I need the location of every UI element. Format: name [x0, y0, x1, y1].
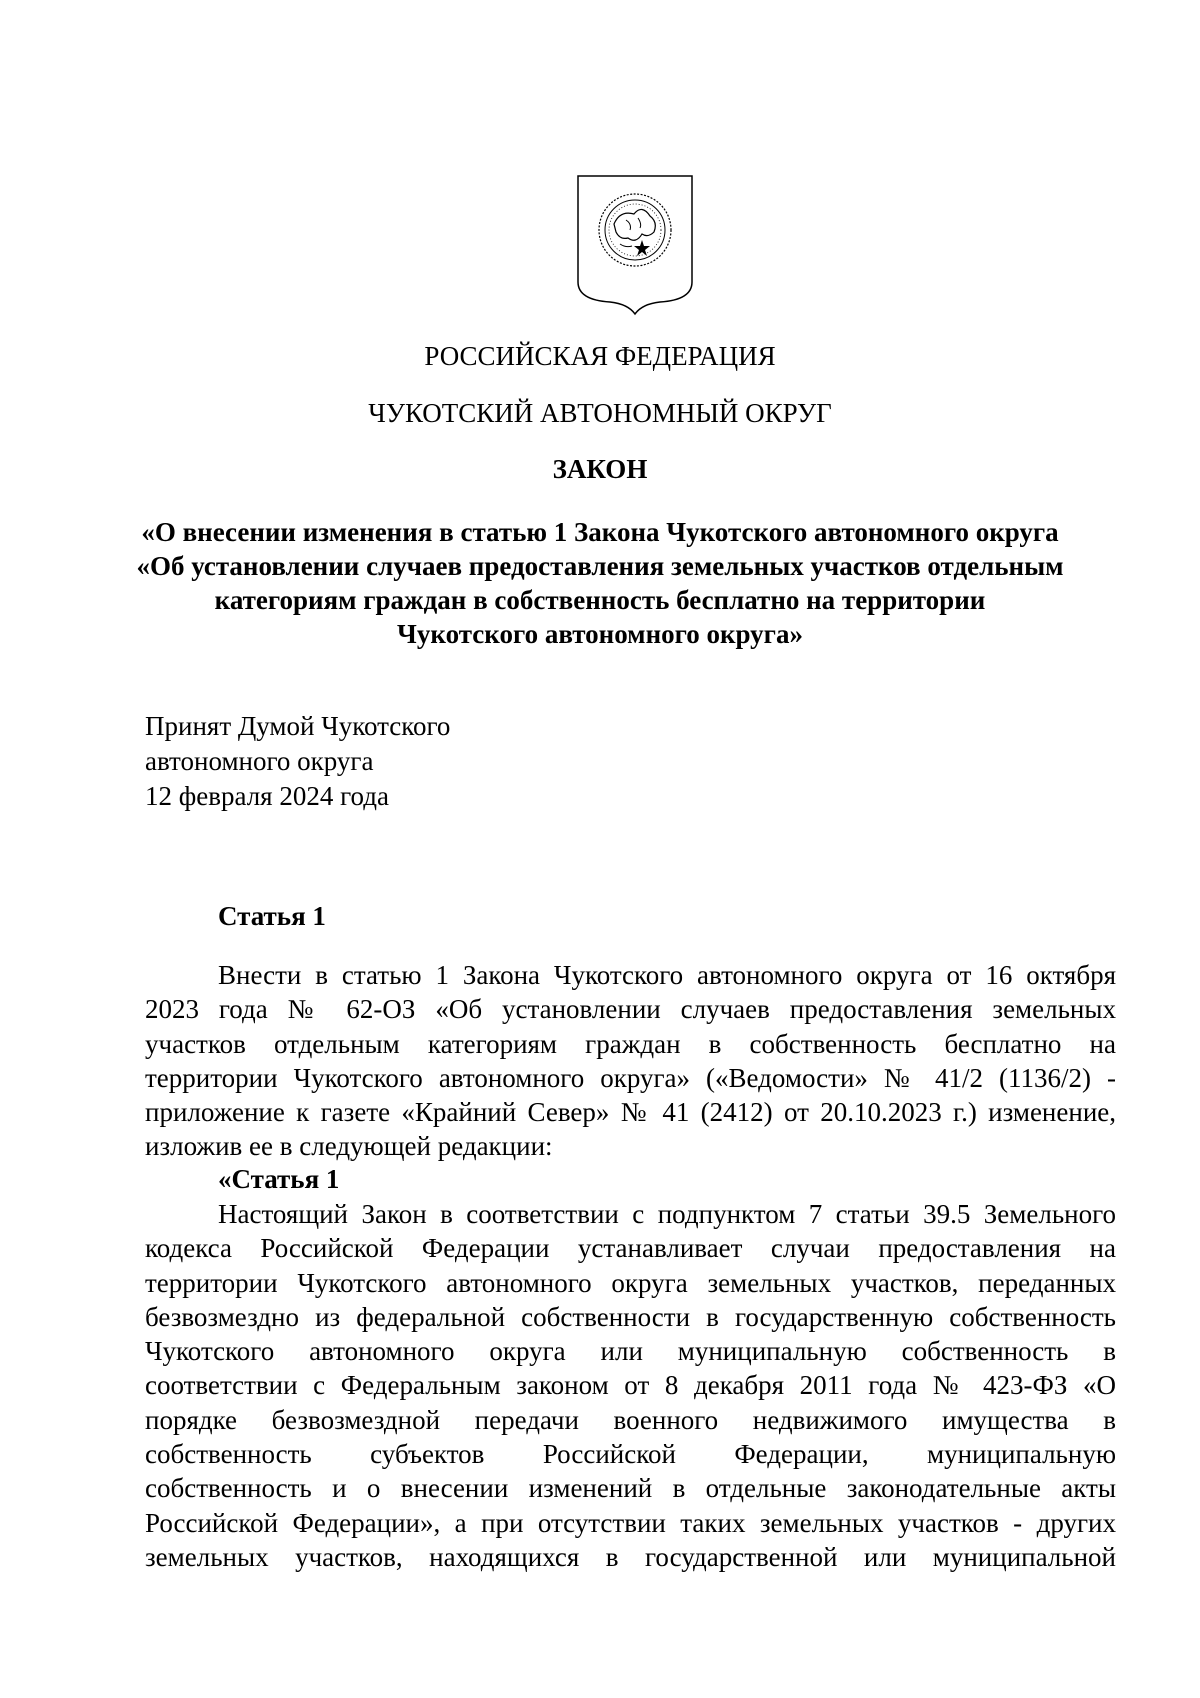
adoption-line: Принят Думой Чукотского — [145, 711, 451, 741]
paragraph-line: порядке безвозмездной передачи военного недвижимого имущества в — [145, 1404, 1116, 1435]
paragraph-line: Российской Федерации», а при отсутствии таких земельных участков - других — [145, 1507, 1116, 1538]
law-title — [100, 515, 1100, 651]
adoption-line: автономного округа — [145, 746, 374, 776]
document-type: ЗАКОН — [552, 454, 648, 484]
law-title-line: Чукотского автономного округа» — [397, 619, 803, 649]
law-title-line: «О внесении изменения в статью 1 Закона Чукотского автономного округа — [141, 517, 1059, 547]
paragraph-line: Чукотского автономного округа или муниципальную собственность в — [145, 1336, 1116, 1367]
paragraph-line: собственность субъектов Российской Федерации, муниципальную — [145, 1439, 1116, 1470]
paragraph-line: территории Чукотского автономного округа земельных участков, переданных — [145, 1267, 1116, 1298]
coat-of-arms-emblem — [576, 174, 694, 316]
paragraph-line: изложив ее в следующей редакции: — [145, 1131, 553, 1162]
paragraph-line: Настоящий Закон в соответствии с подпунктом 7 статьи 39.5 Земельного — [218, 1199, 1116, 1229]
quoted-article-paragraph — [145, 1197, 1116, 1574]
paragraph-line: 2023 года № 62-ОЗ «Об установлении случаев предоставления земельных — [145, 994, 1116, 1025]
paragraph-line: приложение к газете «Крайний Север» № 41 (2412) от 20.10.2023 г.) изменение, — [145, 1097, 1116, 1128]
region-title: ЧУКОТСКИЙ АВТОНОМНЫЙ ОКРУГ — [368, 398, 832, 428]
paragraph-line: земельных участков, находящихся в государственной или муниципальной — [145, 1541, 1116, 1572]
quoted-article-heading: «Статья 1 — [218, 1164, 340, 1194]
article-heading: Статья 1 — [218, 901, 326, 931]
paragraph-line: территории Чукотского автономного округа» («Ведомости» № 41/2 (1136/2) - — [145, 1062, 1116, 1093]
law-title-line: «Об установлении случаев предоставления земельных участков отдельным — [136, 551, 1064, 581]
federation-title: РОССИЙСКАЯ ФЕДЕРАЦИЯ — [424, 341, 776, 371]
paragraph-line: собственность и о внесении изменений в отдельные законодательные акты — [145, 1473, 1116, 1504]
adoption-date: 12 февраля 2024 года — [145, 781, 389, 811]
paragraph-line: Внести в статью 1 Закона Чукотского автономного округа от 16 октября — [218, 960, 1116, 990]
article-paragraph — [145, 958, 1116, 1164]
paragraph-line: соответствии с Федеральным законом от 8 декабря 2011 года № 423-ФЗ «О — [145, 1370, 1116, 1401]
paragraph-line: участков отдельным категориям граждан в собственность бесплатно на — [145, 1028, 1116, 1059]
paragraph-line: кодекса Российской Федерации устанавливает случаи предоставления на — [145, 1233, 1116, 1264]
adoption-note — [145, 709, 450, 814]
law-title-line: категориям граждан в собственность бесплатно на территории — [214, 585, 986, 615]
paragraph-line: безвозмездно из федеральной собственности в государственную собственность — [145, 1301, 1116, 1332]
